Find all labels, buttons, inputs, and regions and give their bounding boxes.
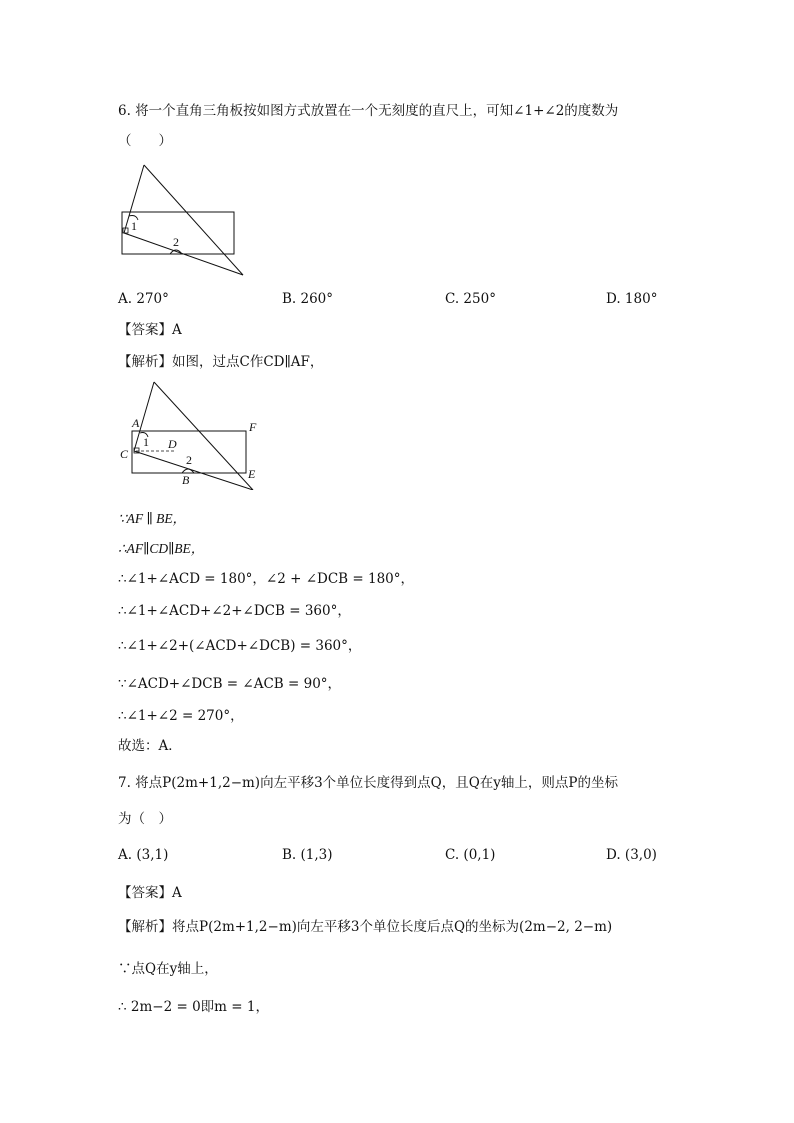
- q7-step-1: ∵点Q在y轴上，: [118, 961, 218, 977]
- angle-1-label: 1: [143, 435, 149, 449]
- q6-option-d: D. 180°: [606, 291, 658, 307]
- q6-option-a: A. 270°: [118, 291, 169, 307]
- q6-step-5: ∴∠1+∠2+(∠ACD+∠DCB) = 360°，: [118, 638, 362, 654]
- q6-step-2: ∴AF∥CD∥BE，: [118, 541, 205, 556]
- q7-option-b: B. (1,3): [282, 847, 333, 863]
- point-f-label: F: [249, 420, 257, 434]
- point-a-label: A: [132, 416, 140, 430]
- point-c-label: C: [120, 447, 129, 461]
- q6-step-7: ∴∠1+∠2 = 270°，: [118, 708, 244, 724]
- q6-step-4: ∴∠1+∠ACD+∠2+∠DCB = 360°，: [118, 603, 351, 619]
- q6-answer-paren: （ ）: [118, 133, 172, 149]
- point-d-label: D: [168, 437, 177, 451]
- q6-analysis: 【解析】如图，过点C作CD∥AF，: [118, 354, 324, 370]
- q7-step-2: ∴ 2m−2 = 0即m = 1，: [118, 999, 269, 1015]
- q7-option-d: D. (3,0): [606, 847, 657, 863]
- q7-stem-cont: 为（ ）: [118, 811, 172, 827]
- q6-stem: 6. 将一个直角三角板按如图方式放置在一个无刻度的直尺上，可知∠1+∠2的度数为: [118, 103, 619, 119]
- angle-2-arc: [170, 250, 182, 254]
- q7-analysis: 【解析】将点P(2m+1,2−m)向左平移3个单位长度后点Q的坐标为(2m−2, 2−m): [118, 919, 613, 935]
- q6-analysis-figure: [116, 378, 266, 490]
- point-b-label: B: [182, 473, 190, 487]
- q6-option-b: B. 260°: [282, 291, 334, 307]
- angle-2-label: 2: [173, 235, 179, 249]
- q6-step-3: ∴∠1+∠ACD = 180°，∠2 + ∠DCB = 180°，: [118, 571, 415, 587]
- q6-step-1: ∵AF ∥ BE，: [118, 511, 187, 526]
- q6-figure-triangle-ruler: [116, 160, 251, 280]
- q6-step-6: ∵∠ACD+∠DCB = ∠ACB = 90°，: [118, 676, 342, 692]
- q7-option-c: C. (0,1): [445, 847, 496, 863]
- point-e-label: E: [248, 467, 256, 481]
- q7-option-a: A. (3,1): [118, 847, 169, 863]
- q7-stem: 7. 将点P(2m+1,2−m)向左平移3个单位长度得到点Q，且Q在y轴上，则点P的坐标: [118, 775, 619, 791]
- angle-2-label: 2: [186, 453, 192, 467]
- triangle-side-hyp: [144, 165, 243, 275]
- q7-answer: 【答案】A: [118, 885, 182, 901]
- q6-answer: 【答案】A: [118, 322, 182, 338]
- q6-option-c: C. 250°: [445, 291, 496, 307]
- angle-1-label: 1: [131, 219, 137, 233]
- q6-conclusion: 故选：A．: [118, 738, 182, 754]
